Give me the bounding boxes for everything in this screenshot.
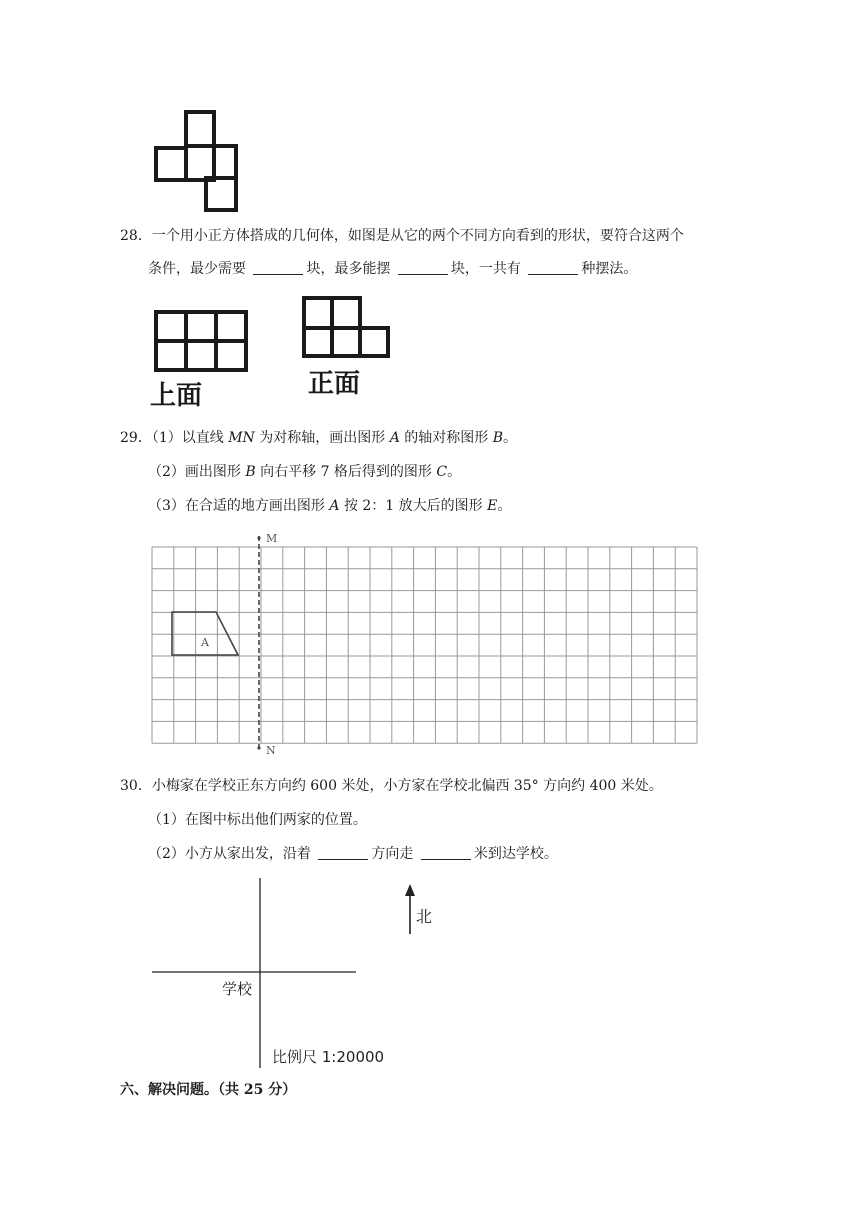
point-m	[257, 536, 260, 539]
q29-p3-b: 按 2：1 放大后的图形	[343, 498, 483, 514]
q30-part1: （1）在图中标出他们两家的位置。	[148, 812, 367, 828]
q29-p2-C: C	[436, 464, 448, 480]
q30-map[interactable]	[150, 876, 440, 1071]
q28-text-a: 条件，最少需要	[148, 261, 246, 277]
q28-blank-max[interactable]	[398, 260, 448, 275]
q29-p3-A: A	[329, 498, 340, 514]
q30-part2	[148, 844, 558, 864]
q29-p1-B: B	[492, 430, 504, 446]
q29-p1-end: 。	[503, 430, 518, 446]
q29-p1-c: 的轴对称图形	[404, 430, 489, 446]
label-n: N	[266, 744, 276, 757]
q30-number: 30．	[120, 778, 152, 794]
section-6-title: 六、解决问题。（共 25 分）	[120, 1082, 297, 1098]
q30-blank-distance[interactable]	[421, 845, 471, 860]
q29-p3-E: E	[487, 498, 498, 514]
cube-net-figure	[150, 108, 250, 218]
map-scale-label: 比例尺 1:20000	[272, 1048, 385, 1066]
q29-p2-b: 向右平移 7 格后得到的图形	[260, 464, 432, 480]
q28-text-b: 块，最多能摆	[306, 261, 391, 277]
map-school-label: 学校	[222, 980, 253, 998]
q29-mn: MN	[228, 430, 255, 446]
q29-number: 29．	[120, 430, 152, 446]
map-north-label: 北	[416, 907, 433, 926]
q28-number: 28．	[120, 228, 152, 244]
label-m: M	[266, 532, 278, 545]
q30-p2-a: （2）小方从家出发，沿着	[148, 846, 311, 862]
q28-top-label: 上面	[150, 381, 203, 411]
q29-p2-B: B	[245, 464, 256, 480]
q28-front-view	[296, 292, 396, 412]
q28-line2	[148, 259, 637, 279]
q30-line1	[120, 776, 663, 796]
q30-text: 小梅家在学校正东方向约 600 米处，小方家在学校北偏西 35° 方向约 400 米处。	[151, 778, 663, 794]
q28-top-view	[150, 298, 250, 413]
point-n	[257, 746, 260, 749]
q28-blank-ways[interactable]	[528, 260, 578, 275]
q28-text: 一个用小正方体搭成的几何体，如图是从它的两个不同方向看到的形状，要符合这两个	[151, 228, 684, 244]
q28-text-c: 块，一共有	[450, 261, 521, 277]
q28-front-label: 正面	[308, 369, 361, 399]
q30-blank-direction[interactable]	[318, 845, 368, 860]
shape-a-label: A	[201, 636, 209, 649]
north-arrowhead-icon	[405, 884, 415, 896]
q30-p2-c: 米到达学校。	[473, 846, 558, 862]
q28-text-d: 种摆法。	[581, 261, 638, 277]
q29-line1	[120, 428, 517, 448]
q29-p1-A: A	[389, 430, 400, 446]
q28-blank-min[interactable]	[253, 260, 303, 275]
q30-p2-b: 方向走	[371, 846, 414, 862]
q29-p2-a: （2）画出图形	[148, 464, 241, 480]
q29-p3-end: 。	[497, 498, 512, 514]
q29-p1-a: （1）以直线	[151, 430, 224, 446]
q28-line1	[120, 226, 684, 246]
q29-p2-end: 。	[447, 464, 462, 480]
q29-p1-b: 为对称轴，画出图形	[259, 430, 386, 446]
q29-grid[interactable]	[150, 530, 696, 756]
q29-line2	[148, 462, 461, 482]
q29-p3-a: （3）在合适的地方画出图形	[148, 498, 325, 514]
q29-line3	[148, 496, 511, 516]
